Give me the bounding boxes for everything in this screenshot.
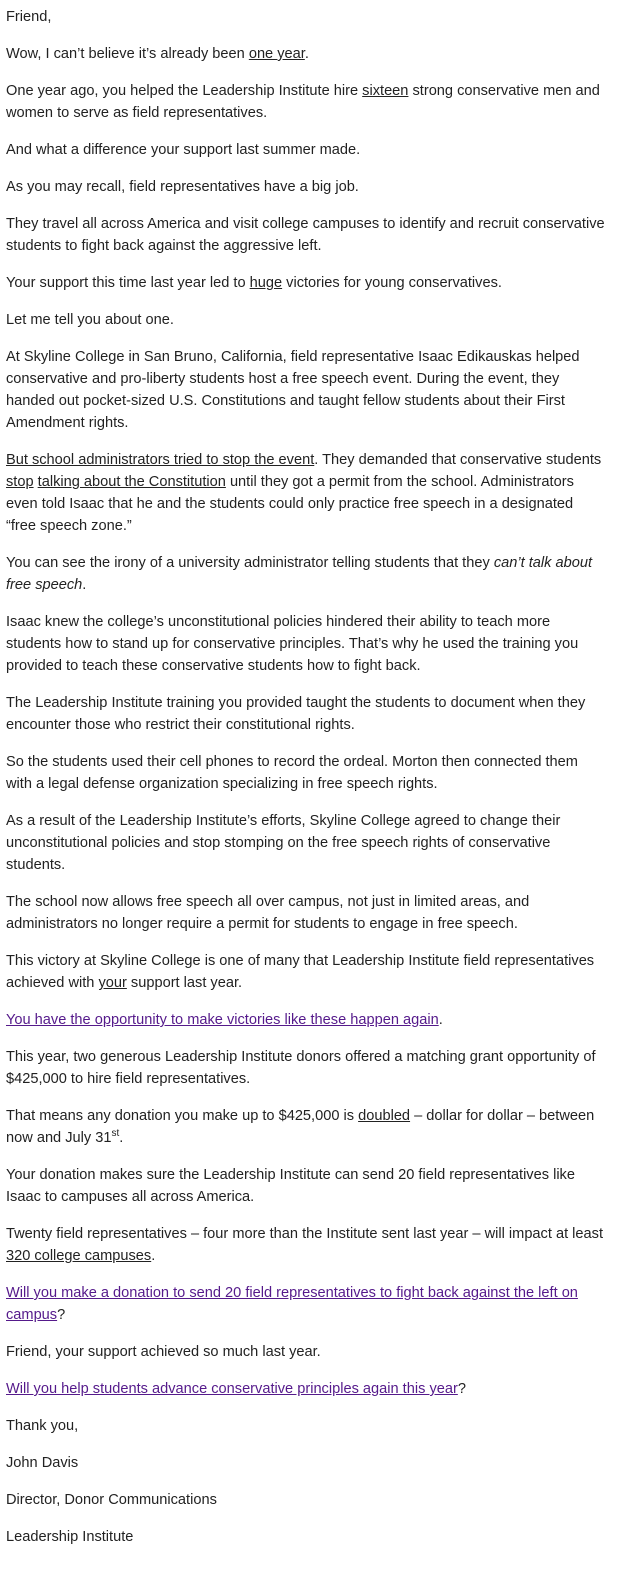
paragraph-help-cta xyxy=(6,1378,607,1400)
text: This victory at Skyline College is one of many that Leadership Institute field representatives achieved with xyxy=(6,953,595,991)
paragraph-achieved: Friend, your support achieved so much last year. xyxy=(6,1344,321,1360)
text: ? xyxy=(57,1307,66,1323)
salutation: Friend, xyxy=(6,9,52,25)
help-students-link[interactable]: Will you help students advance conservative principles again this year xyxy=(6,1381,458,1397)
paragraph-cell-phones: So the students used their cell phones to record the ordeal. Morton then connected them with a legal defense organization specializing in free speech rights. xyxy=(6,754,578,792)
paragraph-training: The Leadership Institute training you provided taught the students to document when they encounter those who restrict their constitutional rights. xyxy=(6,695,586,733)
text: . They demanded that conservative students xyxy=(314,452,602,468)
paragraph-difference: And what a difference your support last summer made. xyxy=(6,142,361,158)
underlined-text: But school administrators tried to stop the event xyxy=(6,452,315,468)
paragraph-tell-you: Let me tell you about one. xyxy=(6,312,174,328)
text: strong conservative men and women to serve as field representatives. xyxy=(6,83,600,121)
paragraph-skyline-event: At Skyline College in San Bruno, California, field representative Isaac Edikauskas helped conservative and pro-liberty students host a free speech event. During the event, they handed out pocket-sized U.S. Constitutions and taught fellow students about their First Amendment rights. xyxy=(6,349,580,431)
closing: Thank you, xyxy=(6,1418,79,1434)
underlined-text: doubled xyxy=(358,1108,411,1124)
text: . xyxy=(304,46,309,62)
paragraph-irony xyxy=(6,552,607,596)
text: . xyxy=(151,1248,156,1264)
paragraph-one-of-many xyxy=(6,950,607,994)
text: One year ago, you helped the Leadership Institute hire xyxy=(6,83,363,99)
paragraph-hired-sixteen xyxy=(6,80,607,124)
text: Your support this time last year led to xyxy=(6,275,250,291)
text: . xyxy=(438,1012,443,1028)
paragraph-travel: They travel all across America and visit college campuses to identify and recruit conservative students to fight back against the aggressive left. xyxy=(6,216,605,254)
text: Twenty field representatives – four more than the Institute sent last year – will impact at least xyxy=(6,1226,604,1242)
paragraph-twenty-reps xyxy=(6,1223,607,1267)
text: You can see the irony of a university administrator telling students that they xyxy=(6,555,494,571)
text: . xyxy=(82,577,87,593)
signature-name: John Davis xyxy=(6,1455,79,1471)
text: ? xyxy=(457,1381,466,1397)
paragraph-matching-grant: This year, two generous Leadership Institute donors offered a matching grant opportunity of $425,000 to hire field representatives. xyxy=(6,1049,596,1087)
paragraph-isaac-knew: Isaac knew the college’s unconstitutional policies hindered their ability to teach more students how to stand up for conservative principles. That’s why he used the training you provided to teach these conservative students how to fight back. xyxy=(6,614,579,674)
paragraph-donation-sends: Your donation makes sure the Leadership Institute can send 20 field representatives like Isaac to campuses all across America. xyxy=(6,1167,575,1205)
underlined-text: 320 college campuses xyxy=(6,1248,152,1264)
paragraph-free-speech-campus: The school now allows free speech all over campus, not just in limited areas, and administrators no longer require a permit for students to engage in free speech. xyxy=(6,894,530,932)
underlined-text: stop xyxy=(6,474,34,490)
text: victories for young conservatives. xyxy=(282,275,502,291)
underlined-text: one year xyxy=(248,46,305,62)
italic-text: can’t talk about free speech xyxy=(6,555,592,593)
paragraph-one-year xyxy=(6,43,607,65)
paragraph-huge-victories xyxy=(6,272,607,294)
superscript: st xyxy=(111,1128,120,1139)
signature-org: Leadership Institute xyxy=(6,1529,134,1545)
text: That means any donation you make up to $425,000 is xyxy=(6,1108,359,1124)
text: Wow, I can’t believe it’s already been xyxy=(6,46,249,62)
paragraph-administrators xyxy=(6,449,607,537)
underlined-text: huge xyxy=(249,275,283,291)
underlined-text: your xyxy=(98,975,127,991)
opportunity-link[interactable]: You have the opportunity to make victories like these happen again xyxy=(6,1012,439,1028)
text: – dollar for dollar – between now and July 31 xyxy=(6,1108,595,1146)
paragraph-doubled xyxy=(6,1105,607,1149)
signature-title: Director, Donor Communications xyxy=(6,1492,217,1508)
paragraph-big-job: As you may recall, field representatives have a big job. xyxy=(6,179,359,195)
underlined-text: sixteen xyxy=(362,83,409,99)
paragraph-opportunity xyxy=(6,1009,607,1031)
text: . xyxy=(119,1130,124,1146)
donate-link[interactable]: Will you make a donation to send 20 field representatives to fight back against the left on campus xyxy=(6,1285,578,1323)
text: until they got a permit from the school. Administrators even told Isaac that he and the students could only practice free speech in a designated “free speech zone.” xyxy=(6,474,574,534)
underlined-text: talking about the Constitution xyxy=(37,474,226,490)
text: support last year. xyxy=(126,975,243,991)
paragraph-donate-cta xyxy=(6,1282,607,1326)
paragraph-result: As a result of the Leadership Institute’s efforts, Skyline College agreed to change their unconstitutional policies and stop stomping on the free speech rights of conservative students. xyxy=(6,813,561,873)
signature xyxy=(6,1452,607,1548)
